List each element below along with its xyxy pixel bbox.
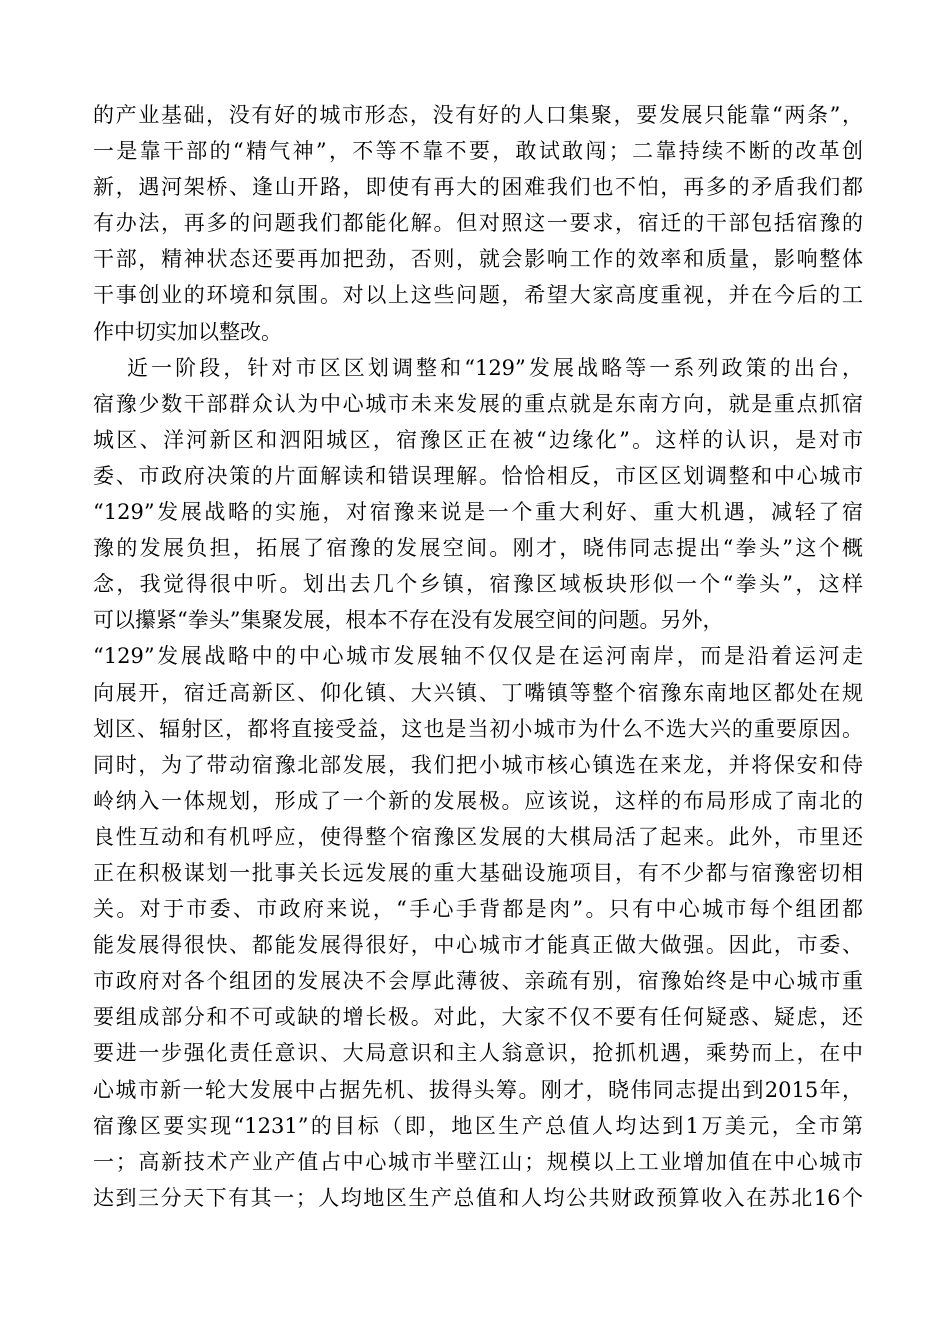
text-line: 岭纳入一体规划，形成了一个新的发展极。应该说，这样的布局形成了南北的 [93,788,863,813]
text-line: 豫的发展负担，拓展了宿豫的发展空间。刚才，晓伟同志提出“拳头”这个概 [93,536,863,561]
text-line: 委、市政府决策的片面解读和错误理解。恰恰相反，市区区划调整和中心城市 [93,463,863,488]
text-line: 正在积极谋划一批事关长远发展的重大基础设施项目，有不少都与宿豫密切相 [93,860,863,885]
paragraph-2 [93,350,863,1216]
text-line: 的产业基础，没有好的城市形态，没有好的人口集聚，要发展只能靠“两条”， [93,103,863,127]
text-line: 有办法，再多的问题我们都能化解。但对照这一要求，宿迁的干部包括宿豫的 [93,211,863,236]
text-line: 新，遇河架桥、逢山开路，即使有再大的困难我们也不怕，再多的矛盾我们都 [93,175,863,200]
text-line: 念，我觉得很中听。划出去几个乡镇，宿豫区域板块形似一个“拳头”，这样 [93,572,863,597]
text-line: 达到三分天下有其一；人均地区生产总值和人均公共财政预算收入在苏北16个 [93,1185,863,1210]
text-line: 良性互动和有机呼应，使得整个宿豫区发展的大棋局活了起来。此外，市里还 [93,824,863,849]
text-line: “129”发展战略中的中心城市发展轴不仅仅是在运河南岸，而是沿着运河走 [93,644,863,669]
text-line: 同时，为了带动宿豫北部发展，我们把小城市核心镇选在来龙，并将保安和侍 [93,752,863,777]
document-page [93,97,863,1216]
text-line: 一；高新技术产业产值占中心城市半壁江山；规模以上工业增加值在中心城市 [93,1149,863,1174]
text-line: 一是靠干部的“精气神”，不等不靠不要，敢试敢闯；二靠持续不断的改革创 [93,139,863,164]
text-line: 心城市新一轮大发展中占据先机、拔得头筹。刚才，晓伟同志提出到2015年， [93,1077,863,1102]
text-line: 关。对于市委、市政府来说，“手心手背都是肉”。只有中心城市每个组团都 [93,897,863,922]
text-line: 要进一步强化责任意识、大局意识和主人翁意识，抢抓机遇，乘势而上，在中 [93,1041,863,1066]
text-line: 向展开，宿迁高新区、仰化镇、大兴镇、丁嘴镇等整个宿豫东南地区都处在规 [93,680,863,705]
text-line: 要组成部分和不可或缺的增长极。对此，大家不仅不要有任何疑惑、疑虑，还 [93,1005,863,1030]
text-line: 宿豫区要实现“1231”的目标（即，地区生产总值人均达到1万美元，全市第 [93,1113,863,1138]
text-line: 划区、辐射区，都将直接受益，这也是当初小城市为什么不选大兴的重要原因。 [93,716,863,741]
text-line: 能发展得很快、都能发展得很好，中心城市才能真正做大做强。因此，市委、 [93,933,863,958]
text-line: 城区、洋河新区和泗阳城区，宿豫区正在被“边缘化”。这样的认识，是对市 [93,427,863,452]
text-line: 干部，精神状态还要再加把劲，否则，就会影响工作的效率和质量，影响整体 [93,247,863,272]
text-line: 宿豫少数干部群众认为中心城市未来发展的重点就是东南方向，就是重点抓宿 [93,391,863,416]
text-line: 近一阶段，针对市区区划调整和“129”发展战略等一系列政策的出台， [127,355,863,380]
text-line: 市政府对各个组团的发展决不会厚此薄彼、亲疏有别，宿豫始终是中心城市重 [93,969,863,994]
text-line: 可以攥紧“拳头”集聚发展，根本不存在没有发展空间的问题。另外， [93,608,724,633]
paragraph-1 [93,97,863,350]
text-line: 作中切实加以整改。 [93,319,282,344]
text-line: 干事创业的环境和氛围。对以上这些问题，希望大家高度重视，并在今后的工 [93,283,863,308]
text-line: “129”发展战略的实施，对宿豫来说是一个重大利好、重大机遇，减轻了宿 [93,500,863,525]
